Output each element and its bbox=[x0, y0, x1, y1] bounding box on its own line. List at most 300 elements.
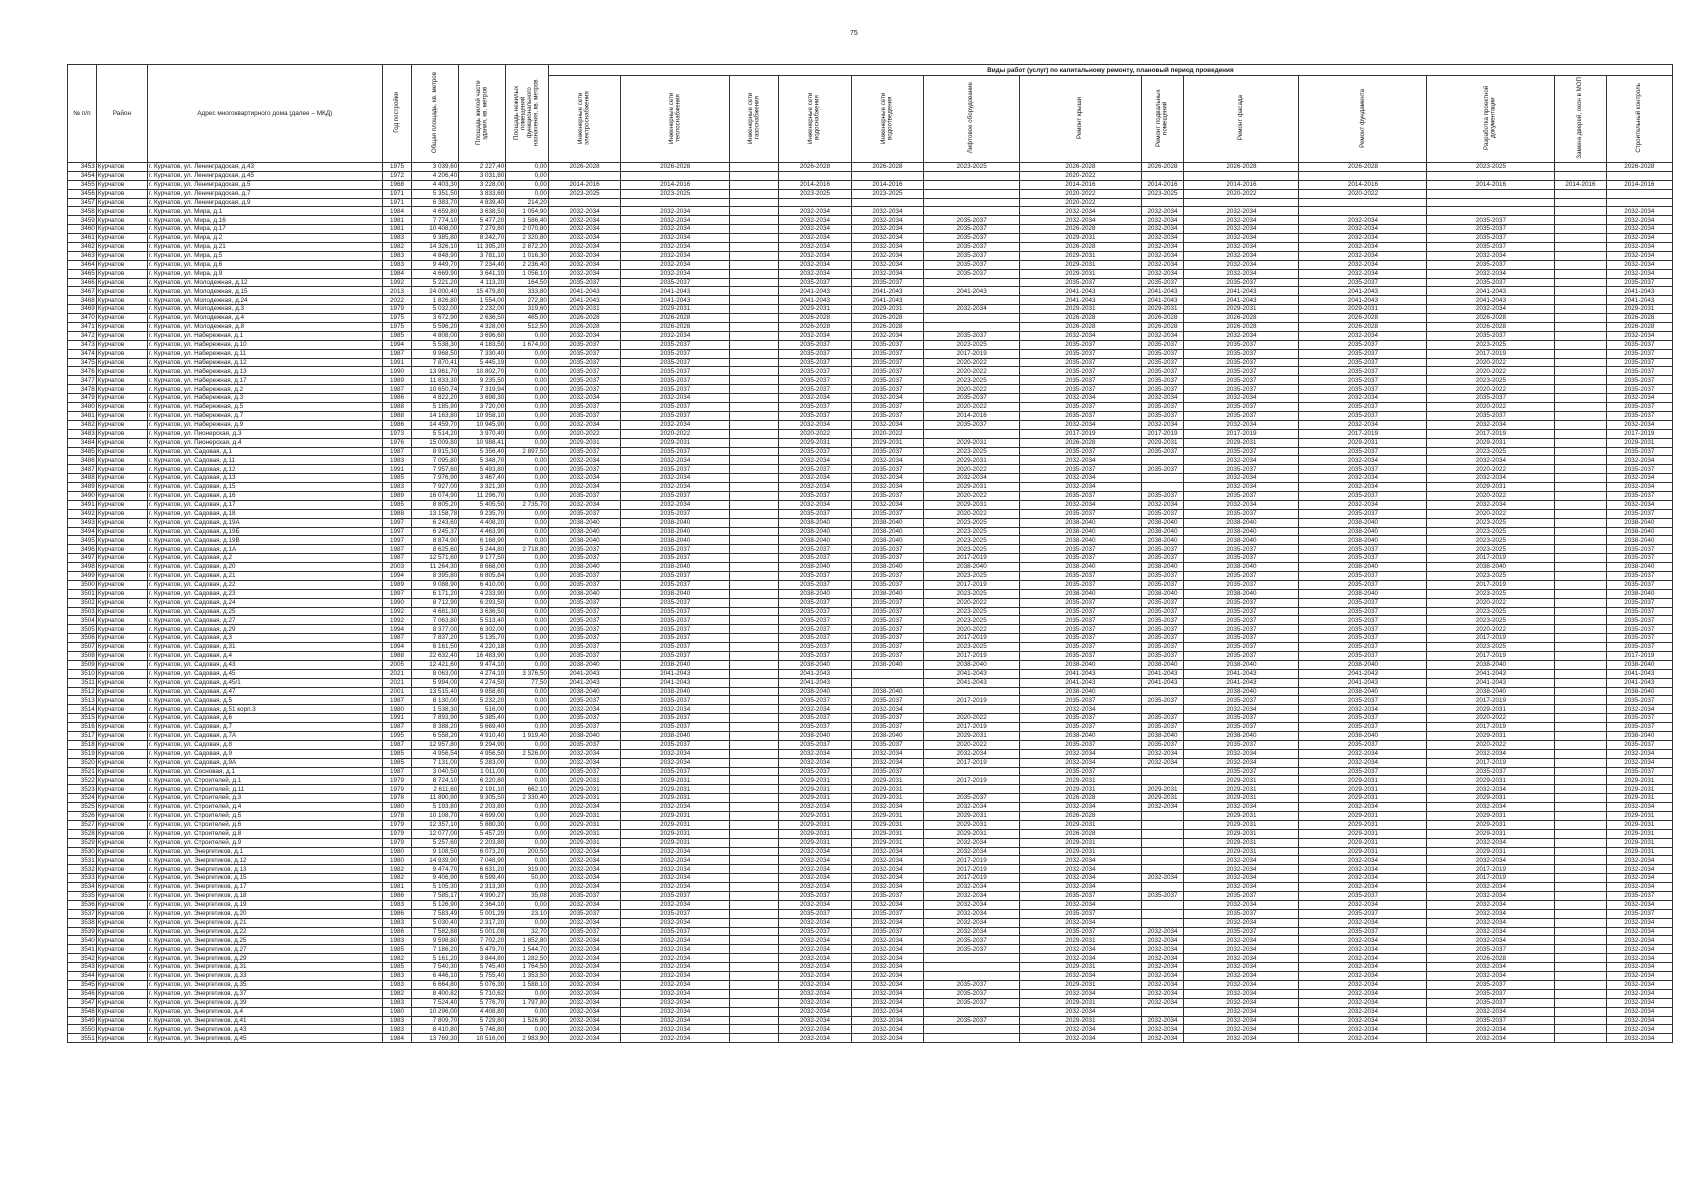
table-cell: 2032-2034 bbox=[779, 331, 852, 340]
table-cell: 1987 bbox=[382, 740, 412, 749]
table-cell: 2041-2043 bbox=[1184, 296, 1299, 305]
table-cell: г. Курчатов, ул. Энергетиков, д.25 bbox=[147, 936, 382, 945]
table-cell: 2038-2040 bbox=[621, 536, 730, 545]
table-cell: 4 848,90 bbox=[412, 251, 459, 260]
table-cell: 2029-2031 bbox=[924, 829, 1020, 838]
table-cell: 2035-2037 bbox=[1184, 509, 1299, 518]
table-cell: 3517 bbox=[68, 732, 97, 741]
table-cell: 2032-2034 bbox=[1020, 989, 1142, 998]
table-cell bbox=[1555, 1007, 1606, 1016]
table-cell: 2032-2034 bbox=[1299, 251, 1427, 260]
table-cell: 1994 bbox=[382, 571, 412, 580]
table-cell: 3513 bbox=[68, 696, 97, 705]
table-cell: г. Курчатов, ул. Садовая, д.5 bbox=[147, 696, 382, 705]
table-cell: 2032-2034 bbox=[621, 394, 730, 403]
table-row bbox=[68, 580, 1673, 589]
table-cell: 2035-2037 bbox=[1299, 349, 1427, 358]
table-cell: 2032-2034 bbox=[851, 1034, 924, 1043]
table-cell: 2032-2034 bbox=[1184, 936, 1299, 945]
table-cell: 7 048,90 bbox=[459, 856, 506, 865]
table-cell: 2035-2037 bbox=[1606, 545, 1672, 554]
table-cell: 2026-2028 bbox=[621, 323, 730, 332]
table-cell: 2032-2034 bbox=[1184, 251, 1299, 260]
table-cell: 1988 bbox=[382, 651, 412, 660]
table-cell: 2032-2034 bbox=[851, 847, 924, 856]
table-cell: 2026-2028 bbox=[1020, 812, 1142, 821]
table-cell: 2032-2034 bbox=[1606, 483, 1672, 492]
table-cell: 2032-2034 bbox=[1184, 803, 1299, 812]
table-cell: 3 636,50 bbox=[459, 607, 506, 616]
table-cell: 2023-2025 bbox=[924, 589, 1020, 598]
table-cell bbox=[730, 936, 779, 945]
table-cell: 1976 bbox=[382, 438, 412, 447]
table-cell: 2041-2043 bbox=[779, 296, 852, 305]
table-cell bbox=[730, 803, 779, 812]
table-cell: 2035-2037 bbox=[1020, 411, 1142, 420]
table-cell: 2014-2016 bbox=[1427, 180, 1555, 189]
table-cell: 3458 bbox=[68, 207, 97, 216]
table-cell: г. Курчатов, ул. Садовая, д.3 bbox=[147, 634, 382, 643]
table-cell: 3 833,60 bbox=[459, 189, 506, 198]
table-cell: 6 599,40 bbox=[459, 874, 506, 883]
table-cell: 2020-2022 bbox=[924, 509, 1020, 518]
table-cell bbox=[1555, 403, 1606, 412]
table-cell bbox=[924, 1025, 1020, 1034]
table-cell: 2026-2028 bbox=[779, 314, 852, 323]
table-cell: 2032-2034 bbox=[621, 474, 730, 483]
table-cell: 2032-2034 bbox=[1020, 883, 1142, 892]
table-cell: 2032-2034 bbox=[1184, 456, 1299, 465]
table-cell: 2032-2034 bbox=[1299, 456, 1427, 465]
table-cell: г. Курчатов, ул. Энергетиков, д.33 bbox=[147, 972, 382, 981]
table-cell: 2032-2034 bbox=[1141, 803, 1184, 812]
table-cell: 2035-2037 bbox=[779, 509, 852, 518]
table-cell: 1991 bbox=[382, 358, 412, 367]
table-cell: 1979 bbox=[382, 305, 412, 314]
table-cell: 2035-2037 bbox=[1020, 723, 1142, 732]
table-cell: 3464 bbox=[68, 260, 97, 269]
table-cell: 2032-2034 bbox=[548, 874, 621, 883]
table-cell: 6 446,10 bbox=[412, 972, 459, 981]
table-cell: 2 636,50 bbox=[459, 314, 506, 323]
table-cell: 2029-2031 bbox=[924, 483, 1020, 492]
table-cell: 2035-2037 bbox=[851, 367, 924, 376]
table-cell bbox=[730, 634, 779, 643]
table-cell: 2032-2034 bbox=[851, 980, 924, 989]
table-cell: 2032-2034 bbox=[621, 972, 730, 981]
table-cell bbox=[548, 171, 621, 180]
table-cell bbox=[730, 1025, 779, 1034]
table-row bbox=[68, 812, 1673, 821]
table-cell: 2026-2028 bbox=[1427, 323, 1555, 332]
table-cell: 2032-2034 bbox=[1606, 758, 1672, 767]
table-cell: 6 410,00 bbox=[459, 580, 506, 589]
table-cell bbox=[1555, 874, 1606, 883]
table-cell: 0,00 bbox=[506, 331, 549, 340]
table-cell: 1 852,80 bbox=[506, 936, 549, 945]
table-row bbox=[68, 536, 1673, 545]
table-cell: 7 319,94 bbox=[459, 385, 506, 394]
table-cell: 2035-2037 bbox=[851, 634, 924, 643]
table-cell: 2032-2034 bbox=[1141, 927, 1184, 936]
table-cell bbox=[1555, 305, 1606, 314]
table-cell: 2035-2037 bbox=[851, 509, 924, 518]
table-cell: 2035-2037 bbox=[548, 714, 621, 723]
table-cell: 2032-2034 bbox=[779, 234, 852, 243]
table-cell bbox=[1555, 651, 1606, 660]
table-cell bbox=[1141, 865, 1184, 874]
table-cell bbox=[730, 909, 779, 918]
table-cell: 2035-2037 bbox=[1141, 723, 1184, 732]
table-row bbox=[68, 589, 1673, 598]
table-cell: 2035-2037 bbox=[1606, 376, 1672, 385]
table-cell bbox=[1141, 198, 1184, 207]
table-cell: 1983 bbox=[382, 251, 412, 260]
table-cell: 2038-2040 bbox=[1184, 518, 1299, 527]
table-cell: 2032-2034 bbox=[851, 1007, 924, 1016]
table-cell: 2026-2028 bbox=[1020, 225, 1142, 234]
table-cell: 2017-2019 bbox=[1606, 651, 1672, 660]
table-cell: 2029-2031 bbox=[548, 820, 621, 829]
table-cell: 2035-2037 bbox=[1299, 545, 1427, 554]
table-cell: 2026-2028 bbox=[1299, 314, 1427, 323]
table-cell: 5 244,80 bbox=[459, 545, 506, 554]
table-cell: 2029-2031 bbox=[1427, 483, 1555, 492]
table-cell: 2032-2034 bbox=[779, 803, 852, 812]
table-cell bbox=[1555, 207, 1606, 216]
table-cell: 2029-2031 bbox=[1184, 776, 1299, 785]
table-cell bbox=[1555, 589, 1606, 598]
table-cell: 1987 bbox=[382, 767, 412, 776]
table-cell: 5 755,40 bbox=[459, 972, 506, 981]
table-cell: 2029-2031 bbox=[1606, 838, 1672, 847]
table-cell: 2017-2019 bbox=[924, 580, 1020, 589]
table-cell: 1986 bbox=[382, 927, 412, 936]
table-cell: 4 956,54 bbox=[412, 749, 459, 758]
table-cell bbox=[1555, 847, 1606, 856]
table-cell: 2035-2037 bbox=[1020, 358, 1142, 367]
table-row bbox=[68, 447, 1673, 456]
table-cell bbox=[1555, 278, 1606, 287]
table-cell: 2032-2034 bbox=[548, 394, 621, 403]
table-cell: г. Курчатов, ул. Энергетиков, д.29 bbox=[147, 954, 382, 963]
table-cell: 2017-2019 bbox=[1427, 429, 1555, 438]
table-cell: 2038-2040 bbox=[1184, 563, 1299, 572]
table-cell: 2035-2037 bbox=[1184, 376, 1299, 385]
table-cell bbox=[730, 198, 779, 207]
table-cell: 7 095,80 bbox=[412, 456, 459, 465]
table-cell: 2035-2037 bbox=[1020, 465, 1142, 474]
table-cell: Курчатов bbox=[96, 518, 147, 527]
table-cell: 2032-2034 bbox=[1299, 705, 1427, 714]
table-cell: 2035-2037 bbox=[548, 376, 621, 385]
table-cell: 23,10 bbox=[506, 909, 549, 918]
table-cell: 2032-2034 bbox=[1299, 1034, 1427, 1043]
table-cell bbox=[1427, 207, 1555, 216]
table-cell: 2038-2040 bbox=[621, 660, 730, 669]
table-cell: 2038-2040 bbox=[1020, 527, 1142, 536]
table-cell: 2032-2034 bbox=[1299, 394, 1427, 403]
table-cell bbox=[1555, 447, 1606, 456]
table-cell: 2035-2037 bbox=[1020, 278, 1142, 287]
table-cell: 2035-2037 bbox=[1606, 509, 1672, 518]
table-cell: Курчатов bbox=[96, 812, 147, 821]
table-cell: 0,00 bbox=[506, 900, 549, 909]
table-cell: г. Курчатов, ул. Ленинградская, д.5 bbox=[147, 180, 382, 189]
table-cell: 8 063,00 bbox=[412, 669, 459, 678]
table-cell: Курчатов bbox=[96, 732, 147, 741]
table-cell: 2041-2043 bbox=[851, 296, 924, 305]
table-cell: 2029-2031 bbox=[924, 438, 1020, 447]
table-cell: 2035-2037 bbox=[1299, 634, 1427, 643]
table-cell bbox=[730, 189, 779, 198]
table-cell: 2041-2043 bbox=[1427, 296, 1555, 305]
table-cell: 2032-2034 bbox=[1299, 260, 1427, 269]
table-cell: 2038-2040 bbox=[851, 518, 924, 527]
table-cell: 2026-2028 bbox=[1020, 794, 1142, 803]
table-cell: 2032-2034 bbox=[1184, 883, 1299, 892]
table-cell: 2032-2034 bbox=[1606, 963, 1672, 972]
table-cell: г. Курчатов, ул. Энергетиков, д.27 bbox=[147, 945, 382, 954]
table-cell: 2035-2037 bbox=[851, 340, 924, 349]
table-cell bbox=[730, 625, 779, 634]
table-cell: 2032-2034 bbox=[1606, 749, 1672, 758]
table-cell: 319,00 bbox=[506, 865, 549, 874]
table-cell: г. Курчатов, ул. Садовая, д.25 bbox=[147, 607, 382, 616]
table-cell: 8 805,20 bbox=[412, 500, 459, 509]
table-cell: 2032-2034 bbox=[1184, 856, 1299, 865]
table-cell: 2035-2037 bbox=[851, 643, 924, 652]
table-cell: 6 293,50 bbox=[459, 598, 506, 607]
table-row bbox=[68, 474, 1673, 483]
table-cell bbox=[851, 198, 924, 207]
table-cell: 3 467,40 bbox=[459, 474, 506, 483]
table-cell: г. Курчатов, ул. Энергетиков, д.43 bbox=[147, 1025, 382, 1034]
table-cell: Курчатов bbox=[96, 287, 147, 296]
table-cell: 2038-2040 bbox=[851, 589, 924, 598]
table-cell: 2035-2037 bbox=[1299, 385, 1427, 394]
table-cell: 2035-2037 bbox=[851, 616, 924, 625]
table-row bbox=[68, 171, 1673, 180]
table-cell: 2032-2034 bbox=[1427, 785, 1555, 794]
table-cell: 2020-2022 bbox=[924, 403, 1020, 412]
table-cell: 2038-2040 bbox=[779, 563, 852, 572]
table-cell: 5 710,62 bbox=[459, 989, 506, 998]
table-cell: 2032-2034 bbox=[1606, 980, 1672, 989]
table-cell: 2035-2037 bbox=[1141, 651, 1184, 660]
table-cell: 2038-2040 bbox=[779, 527, 852, 536]
table-cell: 2032-2034 bbox=[1299, 989, 1427, 998]
table-cell: 2035-2037 bbox=[851, 545, 924, 554]
table-cell: 1 797,80 bbox=[506, 998, 549, 1007]
table-cell bbox=[730, 829, 779, 838]
table-cell: г. Курчатов, ул. Энергетиков, д.31 bbox=[147, 963, 382, 972]
table-cell: 2035-2037 bbox=[779, 545, 852, 554]
table-row bbox=[68, 643, 1673, 652]
table-cell: 2032-2034 bbox=[1141, 758, 1184, 767]
table-cell: Курчатов bbox=[96, 216, 147, 225]
table-row bbox=[68, 758, 1673, 767]
table-row bbox=[68, 732, 1673, 741]
table-cell: 2032-2034 bbox=[1299, 883, 1427, 892]
table-cell: 7 583,49 bbox=[412, 909, 459, 918]
table-cell: 0,00 bbox=[506, 625, 549, 634]
table-cell: 2032-2034 bbox=[779, 874, 852, 883]
table-cell: 2032-2034 bbox=[621, 989, 730, 998]
table-cell: 2035-2037 bbox=[1184, 278, 1299, 287]
table-cell: 2029-2031 bbox=[1184, 438, 1299, 447]
table-cell: г. Курчатов, ул. Садовая, д.1 bbox=[147, 447, 382, 456]
table-cell: 2032-2034 bbox=[1299, 998, 1427, 1007]
table-cell: 0,00 bbox=[506, 420, 549, 429]
table-cell: 0,00 bbox=[506, 820, 549, 829]
table-cell: 2035-2037 bbox=[1141, 554, 1184, 563]
table-cell: 2023-2025 bbox=[924, 163, 1020, 172]
table-cell: 3 040,50 bbox=[412, 767, 459, 776]
table-cell: 2029-2031 bbox=[1141, 794, 1184, 803]
table-cell: 2032-2034 bbox=[779, 260, 852, 269]
table-cell: 2032-2034 bbox=[1427, 936, 1555, 945]
table-cell: 0,00 bbox=[506, 589, 549, 598]
table-cell: 7 582,88 bbox=[412, 927, 459, 936]
table-cell: 2035-2037 bbox=[1141, 892, 1184, 901]
table-cell: 2029-2031 bbox=[1020, 847, 1142, 856]
table-cell: 2035-2037 bbox=[1141, 696, 1184, 705]
table-cell: 4 659,80 bbox=[412, 207, 459, 216]
table-cell: 2035-2037 bbox=[851, 909, 924, 918]
table-cell: 2035-2037 bbox=[1020, 580, 1142, 589]
table-cell: 3475 bbox=[68, 358, 97, 367]
table-cell: 2029-2031 bbox=[548, 776, 621, 785]
table-cell: 2035-2037 bbox=[1141, 580, 1184, 589]
table-cell: 3548 bbox=[68, 1007, 97, 1016]
table-cell: 2032-2034 bbox=[1020, 972, 1142, 981]
table-cell: 2032-2034 bbox=[621, 856, 730, 865]
table-cell: 2035-2037 bbox=[1020, 909, 1142, 918]
table-cell: Курчатов bbox=[96, 163, 147, 172]
table-cell: 1994 bbox=[382, 340, 412, 349]
table-cell: 3456 bbox=[68, 189, 97, 198]
table-cell: 2035-2037 bbox=[1427, 767, 1555, 776]
table-cell: г. Курчатов, ул. Молодежная, д.12 bbox=[147, 278, 382, 287]
table-cell: 7 063,80 bbox=[412, 616, 459, 625]
table-cell: 2017-2019 bbox=[1427, 580, 1555, 589]
table-cell: 5 493,80 bbox=[459, 465, 506, 474]
table-cell: г. Курчатов, ул. Строителей, д.4 bbox=[147, 803, 382, 812]
table-cell: 2041-2043 bbox=[548, 296, 621, 305]
table-cell: 2038-2040 bbox=[1020, 732, 1142, 741]
table-cell bbox=[1141, 856, 1184, 865]
table-cell bbox=[730, 207, 779, 216]
table-cell: 2035-2037 bbox=[548, 651, 621, 660]
table-cell: 2032-2034 bbox=[779, 998, 852, 1007]
table-cell: 2038-2040 bbox=[1020, 589, 1142, 598]
table-cell bbox=[1555, 385, 1606, 394]
table-cell: 2038-2040 bbox=[924, 660, 1020, 669]
table-cell: 2029-2031 bbox=[1299, 785, 1427, 794]
table-cell: 2035-2037 bbox=[548, 643, 621, 652]
table-cell: 2032-2034 bbox=[851, 216, 924, 225]
table-cell: 2032-2034 bbox=[924, 305, 1020, 314]
table-cell: 2035-2037 bbox=[1606, 411, 1672, 420]
table-cell: 2035-2037 bbox=[1184, 643, 1299, 652]
table-cell: 2041-2043 bbox=[924, 678, 1020, 687]
table-cell: 2038-2040 bbox=[1606, 660, 1672, 669]
table-cell: 3531 bbox=[68, 856, 97, 865]
table-cell: 7 893,90 bbox=[412, 714, 459, 723]
table-cell: 2038-2040 bbox=[1606, 687, 1672, 696]
table-cell: 2032-2034 bbox=[1606, 331, 1672, 340]
table-cell: 2035-2037 bbox=[924, 251, 1020, 260]
table-row bbox=[68, 429, 1673, 438]
table-cell: 2032-2034 bbox=[851, 918, 924, 927]
table-cell: 2014-2016 bbox=[621, 180, 730, 189]
table-cell: Курчатов bbox=[96, 669, 147, 678]
table-cell: Курчатов bbox=[96, 527, 147, 536]
table-cell: 3530 bbox=[68, 847, 97, 856]
table-cell: 2035-2037 bbox=[548, 465, 621, 474]
table-cell: 2035-2037 bbox=[1141, 740, 1184, 749]
table-cell: 3502 bbox=[68, 598, 97, 607]
table-cell: 2032-2034 bbox=[548, 705, 621, 714]
table-cell: 2032-2034 bbox=[548, 1016, 621, 1025]
table-cell: 2032-2034 bbox=[548, 963, 621, 972]
table-cell: 2035-2037 bbox=[924, 394, 1020, 403]
table-cell: 2029-2031 bbox=[1606, 776, 1672, 785]
table-cell: 2029-2031 bbox=[1020, 980, 1142, 989]
table-cell: г. Курчатов, ул. Набережная, д.17 bbox=[147, 376, 382, 385]
table-cell: 1971 bbox=[382, 198, 412, 207]
table-cell bbox=[1555, 571, 1606, 580]
table-cell bbox=[779, 171, 852, 180]
table-cell: 2029-2031 bbox=[1020, 838, 1142, 847]
table-cell: 2020-2022 bbox=[1427, 740, 1555, 749]
table-cell bbox=[1555, 616, 1606, 625]
table-cell: 7 837,20 bbox=[412, 634, 459, 643]
table-cell: 2032-2034 bbox=[621, 945, 730, 954]
table-cell: 2032-2034 bbox=[1606, 998, 1672, 1007]
table-cell: 2029-2031 bbox=[779, 820, 852, 829]
table-cell: 4 822,20 bbox=[412, 394, 459, 403]
table-cell: 2035-2037 bbox=[1299, 580, 1427, 589]
table-cell bbox=[1555, 714, 1606, 723]
table-cell: 5 076,30 bbox=[459, 980, 506, 989]
table-cell: 3466 bbox=[68, 278, 97, 287]
table-cell bbox=[730, 429, 779, 438]
table-cell: Курчатов bbox=[96, 998, 147, 1007]
table-cell: 5 185,90 bbox=[412, 403, 459, 412]
table-row bbox=[68, 954, 1673, 963]
table-cell: 5 385,40 bbox=[459, 714, 506, 723]
table-cell: 2035-2037 bbox=[1020, 740, 1142, 749]
table-row bbox=[68, 527, 1673, 536]
table-cell: Курчатов bbox=[96, 1007, 147, 1016]
table-row bbox=[68, 687, 1673, 696]
table-cell: 2017-2019 bbox=[1427, 349, 1555, 358]
table-cell: Курчатов bbox=[96, 483, 147, 492]
table-cell: 4 808,00 bbox=[412, 331, 459, 340]
table-cell: 2029-2031 bbox=[1020, 251, 1142, 260]
table-cell: 2032-2034 bbox=[1020, 500, 1142, 509]
table-cell: 2035-2037 bbox=[1141, 385, 1184, 394]
table-cell bbox=[1555, 331, 1606, 340]
table-cell bbox=[1141, 847, 1184, 856]
table-cell: 3529 bbox=[68, 838, 97, 847]
table-cell: 2035-2037 bbox=[621, 616, 730, 625]
table-cell: 2035-2037 bbox=[779, 403, 852, 412]
table-cell: 2032-2034 bbox=[1606, 251, 1672, 260]
table-cell: 2035-2037 bbox=[621, 411, 730, 420]
